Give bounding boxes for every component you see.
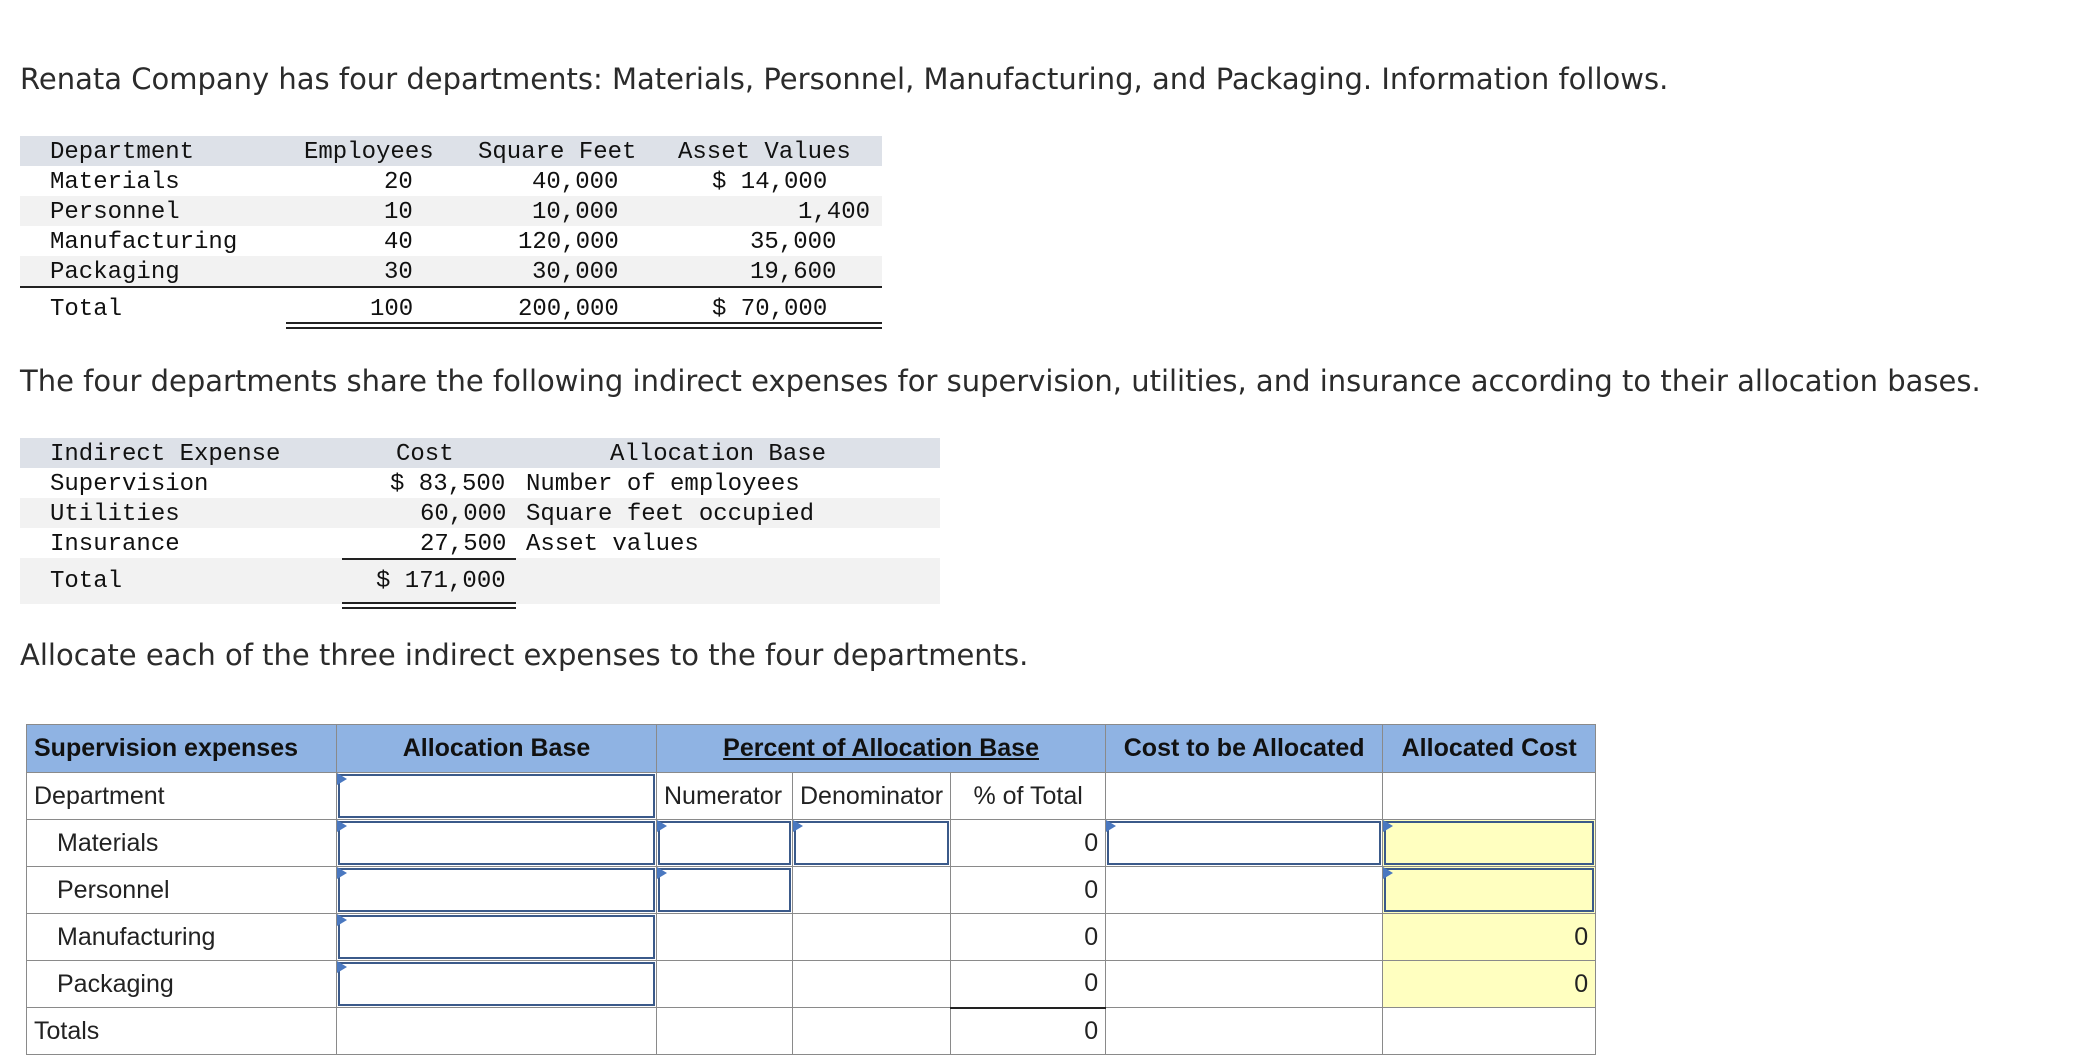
expense-base: Number of employees: [526, 471, 800, 498]
dept-name: Materials: [50, 169, 180, 196]
numerator-label: Numerator: [657, 773, 793, 820]
empty-cell: [1106, 1008, 1383, 1055]
numerator-input[interactable]: [657, 867, 793, 914]
asset-value: 1,400: [798, 199, 871, 226]
totals-label: Totals: [27, 1008, 337, 1055]
header-indirect-expense: Indirect Expense: [50, 441, 281, 468]
square-feet: 30,000: [532, 259, 619, 286]
empty-cell: [657, 961, 793, 1008]
table-row: [20, 468, 940, 498]
expense-name: Utilities: [50, 501, 180, 528]
table-row: [20, 196, 882, 226]
row-label-manufacturing: Manufacturing: [27, 914, 337, 961]
empty-cell: [1106, 914, 1383, 961]
table-total-row: [20, 288, 882, 324]
expense-base: Square feet occupied: [526, 501, 815, 528]
header-employees: Employees: [304, 139, 434, 166]
table-row: [27, 914, 1596, 961]
empty-cell: [1106, 961, 1383, 1008]
header-allocated-cost: Allocated Cost: [1383, 725, 1596, 773]
square-feet: 10,000: [532, 199, 619, 226]
empty-cell: [1383, 773, 1596, 820]
allocated-cost: 0: [1383, 961, 1596, 1008]
expense-base: Asset values: [526, 531, 699, 558]
numerator-input[interactable]: [657, 820, 793, 867]
expense-name: Insurance: [50, 531, 180, 558]
table-row: [20, 256, 882, 288]
worksheet-header-row: [27, 725, 1596, 773]
totals-row: [27, 1008, 1596, 1055]
total-employees: 100: [370, 296, 414, 323]
header-cost-to-be-allocated: Cost to be Allocated: [1106, 725, 1383, 773]
table-row: [27, 867, 1596, 914]
table-row: [20, 498, 940, 528]
cost-underline: [342, 558, 516, 560]
employees: 40: [384, 229, 413, 256]
dept-name: Personnel: [50, 199, 180, 226]
empty-cell: [793, 1008, 951, 1055]
indirect-expense-table: [20, 438, 940, 604]
asset-value: $ 14,000: [712, 169, 828, 196]
dept-name: Packaging: [50, 259, 180, 286]
square-feet: 40,000: [532, 169, 619, 196]
percent-of-total-label: % of Total: [951, 773, 1106, 820]
total-cost: $ 171,000: [376, 568, 506, 595]
empty-cell: [657, 914, 793, 961]
row-label-packaging: Packaging: [27, 961, 337, 1008]
allocation-base-input[interactable]: [337, 820, 657, 867]
percent-of-total: 0: [951, 914, 1106, 961]
percent-of-total: 0: [951, 820, 1106, 867]
department-label: Department: [27, 773, 337, 820]
share-text: The four departments share the following indirect expenses for supervision, utilities, and insurance according to their allocation bases.: [20, 364, 1981, 398]
intro-text: Renata Company has four departments: Materials, Personnel, Manufacturing, and Packaging. Information follows.: [20, 62, 1669, 96]
square-feet: 120,000: [518, 229, 619, 256]
allocation-base-input[interactable]: [337, 914, 657, 961]
expense-name: Supervision: [50, 471, 209, 498]
asset-value: 19,600: [750, 259, 837, 286]
asset-value: 35,000: [750, 229, 837, 256]
employees: 20: [384, 169, 413, 196]
header-allocation-base: Allocation Base: [337, 725, 657, 773]
percent-of-total: 0: [951, 961, 1106, 1008]
denominator-label: Denominator: [793, 773, 951, 820]
department-info-table: [20, 136, 882, 324]
header-percent-of-allocation-base: Percent of Allocation Base: [657, 725, 1106, 773]
allocation-base-input[interactable]: [337, 961, 657, 1008]
total-square-feet: 200,000: [518, 296, 619, 323]
empty-cell: [657, 1008, 793, 1055]
empty-cell: [1383, 1008, 1596, 1055]
empty-cell: [793, 867, 951, 914]
empty-cell: [337, 1008, 657, 1055]
employees: 10: [384, 199, 413, 226]
allocated-cost-input[interactable]: [1383, 820, 1596, 867]
allocation-base-dropdown[interactable]: [337, 773, 657, 820]
header-allocation-base: Allocation Base: [610, 441, 827, 468]
allocate-text: Allocate each of the three indirect expenses to the four departments.: [20, 638, 1029, 672]
subheader-row: [27, 773, 1596, 820]
totals-percent: 0: [951, 1008, 1106, 1055]
header-supervision-expenses: Supervision expenses: [27, 725, 337, 773]
expense-cost: $ 83,500: [390, 471, 506, 498]
header-cost: Cost: [396, 441, 454, 468]
allocation-base-input[interactable]: [337, 867, 657, 914]
denominator-input[interactable]: [793, 820, 951, 867]
empty-cell: [793, 961, 951, 1008]
dept-name: Manufacturing: [50, 229, 238, 256]
row-label-personnel: Personnel: [27, 867, 337, 914]
table-row: [20, 226, 882, 256]
percent-of-total: 0: [951, 867, 1106, 914]
table-total-row: [20, 558, 940, 604]
table-row: [20, 528, 940, 558]
header-department: Department: [50, 139, 195, 166]
empty-cell: [1106, 773, 1383, 820]
header-square-feet: Square Feet: [478, 139, 637, 166]
expense-cost: 60,000: [420, 501, 507, 528]
double-underline: [342, 602, 516, 609]
table-row: [27, 820, 1596, 867]
empty-cell: [1106, 867, 1383, 914]
double-underline: [286, 322, 882, 329]
empty-cell: [793, 914, 951, 961]
table-header-row: [20, 136, 882, 166]
allocated-cost-input[interactable]: [1383, 867, 1596, 914]
allocated-cost: 0: [1383, 914, 1596, 961]
table-header-row: [20, 438, 940, 468]
total-label: Total: [50, 296, 123, 323]
total-asset-values: $ 70,000: [712, 296, 828, 323]
row-label-materials: Materials: [27, 820, 337, 867]
table-row: [20, 166, 882, 196]
total-label: Total: [50, 568, 123, 595]
table-row: [27, 961, 1596, 1008]
supervision-worksheet: [26, 724, 1596, 1055]
header-asset-values: Asset Values: [678, 139, 851, 166]
cost-to-be-allocated-input[interactable]: [1106, 820, 1383, 867]
employees: 30: [384, 259, 413, 286]
expense-cost: 27,500: [420, 531, 507, 558]
